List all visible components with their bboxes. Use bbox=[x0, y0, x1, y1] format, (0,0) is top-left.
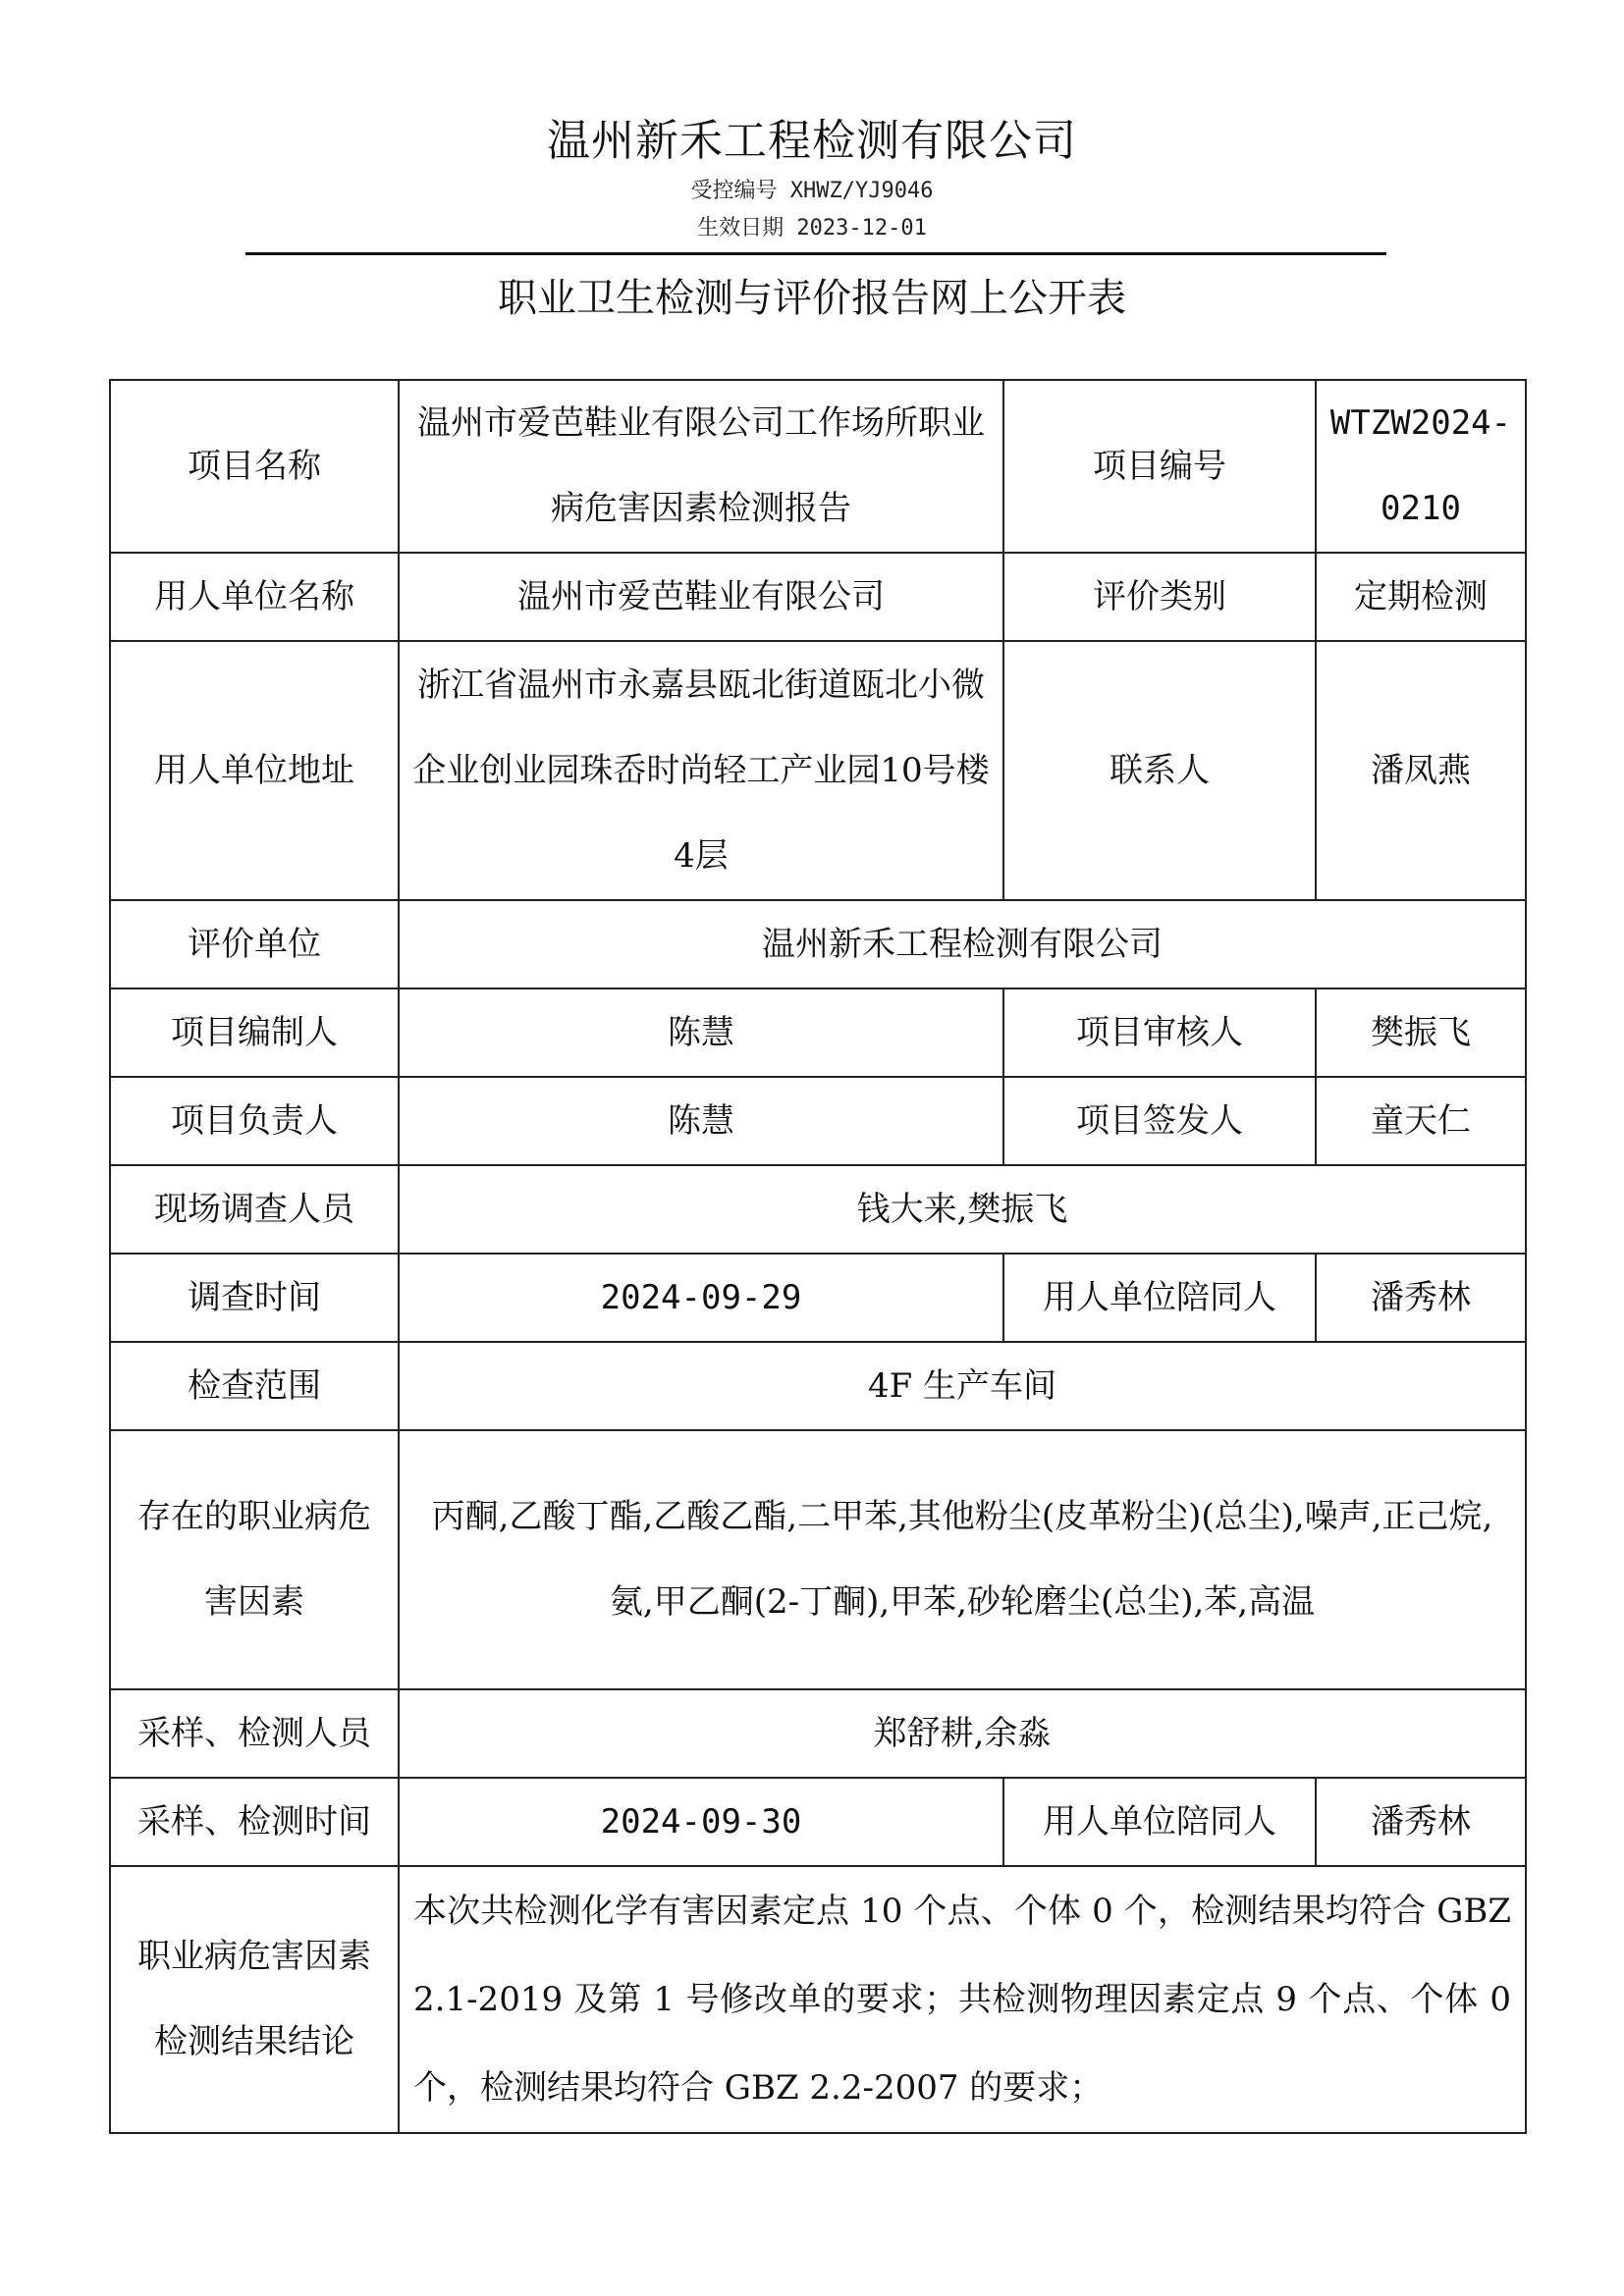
hazards-value: 丙酮,乙酸丁酯,乙酸乙酯,二甲苯,其他粉尘(皮革粉尘)(总尘),噪声,正己烷,氨,甲乙酮(2-丁酮),甲苯,砂轮磨尘(总尘),苯,高温 bbox=[399, 1430, 1526, 1689]
table-row bbox=[110, 1866, 1526, 2133]
table-row bbox=[110, 553, 1526, 641]
scope-value: 4F 生产车间 bbox=[399, 1342, 1526, 1430]
table-row bbox=[110, 1689, 1526, 1778]
surveyors-label: 现场调查人员 bbox=[110, 1165, 399, 1254]
eval-type-label: 评价类别 bbox=[1003, 553, 1316, 641]
table-row bbox=[110, 1165, 1526, 1254]
samplers-value: 郑舒耕,余淼 bbox=[399, 1689, 1526, 1778]
conclusion-value: 本次共检测化学有害因素定点 10 个点、个体 0 个，检测结果均符合 GBZ 2.1-2019 及第 1 号修改单的要求；共检测物理因素定点 9 个点、个体 0 个，检测结果均符合 GBZ 2.2-2007 的要求； bbox=[399, 1866, 1526, 2133]
table-row bbox=[110, 1430, 1526, 1689]
table-row bbox=[110, 1077, 1526, 1165]
leader-label: 项目负责人 bbox=[110, 1077, 399, 1165]
survey-time-label: 调查时间 bbox=[110, 1254, 399, 1342]
contact-value: 潘凤燕 bbox=[1316, 641, 1526, 900]
project-name-label: 项目名称 bbox=[110, 380, 399, 553]
sampling-time-value: 2024-09-30 bbox=[399, 1778, 1003, 1866]
compiler-label: 项目编制人 bbox=[110, 988, 399, 1077]
issuer-value: 童天仁 bbox=[1316, 1077, 1526, 1165]
contact-label: 联系人 bbox=[1003, 641, 1316, 900]
company-name: 温州新禾工程检测有限公司 bbox=[547, 116, 1077, 166]
evaluator-label: 评价单位 bbox=[110, 900, 399, 988]
leader-value: 陈慧 bbox=[399, 1077, 1003, 1165]
issuer-label: 项目签发人 bbox=[1003, 1077, 1316, 1165]
address-value: 浙江省温州市永嘉县瓯北街道瓯北小微企业创业园珠岙时尚轻工产业园10号楼4层 bbox=[399, 641, 1003, 900]
form-title: 职业卫生检测与评价报告网上公开表 bbox=[498, 276, 1126, 321]
scope-label: 检查范围 bbox=[110, 1342, 399, 1430]
reviewer-value: 樊振飞 bbox=[1316, 988, 1526, 1077]
table-row bbox=[110, 1254, 1526, 1342]
survey-companion-label: 用人单位陪同人 bbox=[1003, 1254, 1316, 1342]
employer-value: 温州市爱芭鞋业有限公司 bbox=[399, 553, 1003, 641]
table-row bbox=[110, 1778, 1526, 1866]
conclusion-label: 职业病危害因素检测结果结论 bbox=[110, 1866, 399, 2133]
table-row bbox=[110, 900, 1526, 988]
survey-companion-value: 潘秀林 bbox=[1316, 1254, 1526, 1342]
eval-type-value: 定期检测 bbox=[1316, 553, 1526, 641]
project-no-value: WTZW2024-0210 bbox=[1316, 380, 1526, 553]
effective-date: 生效日期 2023-12-01 bbox=[697, 216, 927, 240]
table-row bbox=[110, 641, 1526, 900]
header-divider bbox=[245, 252, 1386, 255]
reviewer-label: 项目审核人 bbox=[1003, 988, 1316, 1077]
sampling-companion-value: 潘秀林 bbox=[1316, 1778, 1526, 1866]
sampling-companion-label: 用人单位陪同人 bbox=[1003, 1778, 1316, 1866]
address-label: 用人单位地址 bbox=[110, 641, 399, 900]
project-no-label: 项目编号 bbox=[1003, 380, 1316, 553]
project-name-value: 温州市爱芭鞋业有限公司工作场所职业病危害因素检测报告 bbox=[399, 380, 1003, 553]
hazards-label: 存在的职业病危害因素 bbox=[110, 1430, 399, 1689]
survey-time-value: 2024-09-29 bbox=[399, 1254, 1003, 1342]
samplers-label: 采样、检测人员 bbox=[110, 1689, 399, 1778]
sampling-time-label: 采样、检测时间 bbox=[110, 1778, 399, 1866]
table-row bbox=[110, 1342, 1526, 1430]
employer-label: 用人单位名称 bbox=[110, 553, 399, 641]
control-number: 受控编号 XHWZ/YJ9046 bbox=[690, 179, 934, 203]
table-row bbox=[110, 988, 1526, 1077]
evaluator-value: 温州新禾工程检测有限公司 bbox=[399, 900, 1526, 988]
table-row bbox=[110, 380, 1526, 553]
disclosure-table bbox=[109, 379, 1527, 2134]
document-header bbox=[0, 110, 1624, 247]
compiler-value: 陈慧 bbox=[399, 988, 1003, 1077]
surveyors-value: 钱大来,樊振飞 bbox=[399, 1165, 1526, 1254]
